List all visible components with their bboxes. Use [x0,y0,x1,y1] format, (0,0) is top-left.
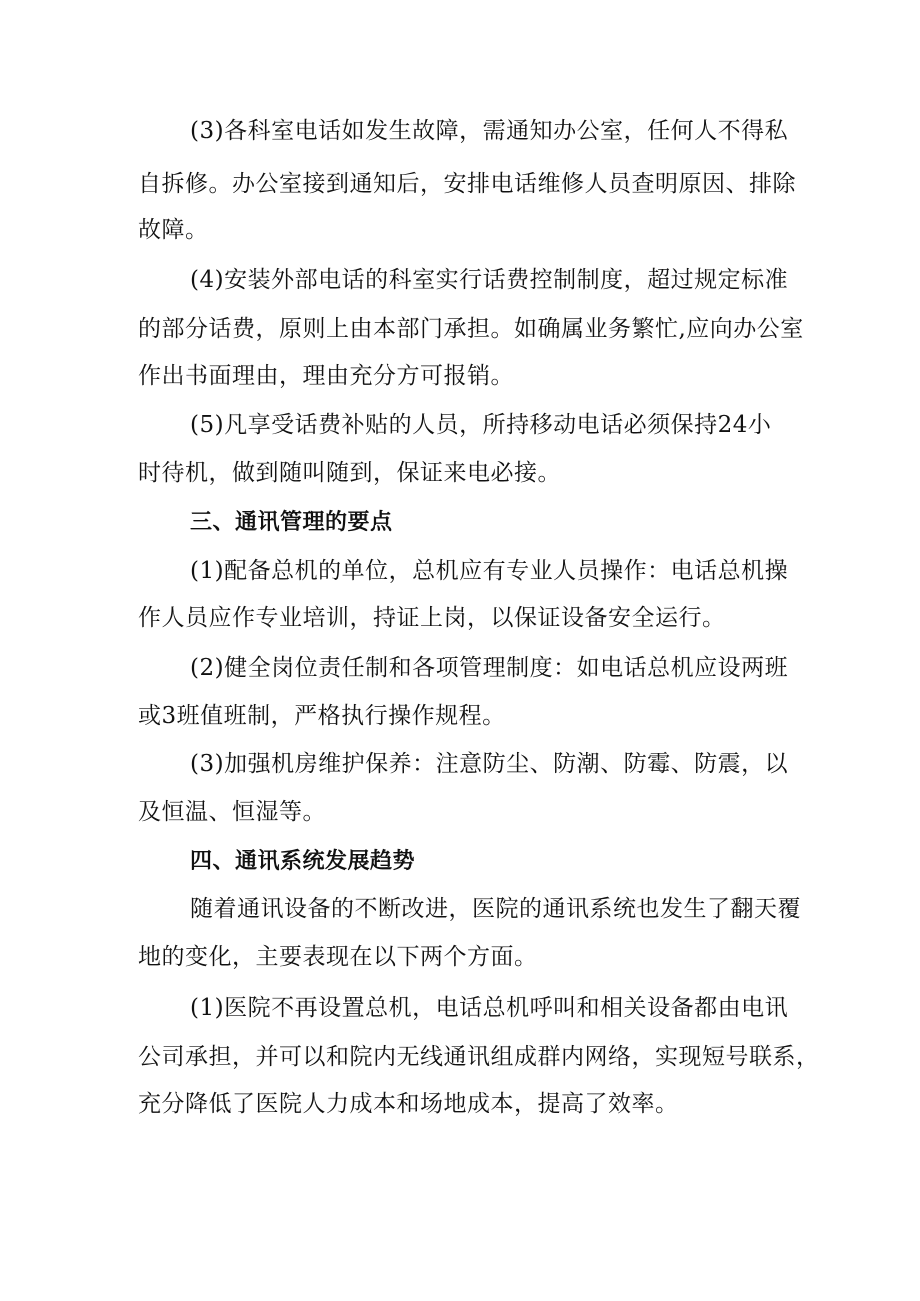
p3-phone-fault-line-3: 故障。 [138,217,209,243]
p1-no-switchboard-line-2: 公司承担，并可以和院内无线通讯组成群内网络，实现短号联系， [138,1044,820,1070]
section-heading-3: 三、通讯管理的要点 [190,510,393,535]
p3-machine-room-line-1: (3)加强机房维护保养：注意防尘、防潮、防霉、防震，以 [190,751,789,777]
p4-fee-control-line-3: 作出书面理由，理由充分方可报销。 [138,363,514,389]
p2-shift-system-line-2: 或3班值班制，严格执行操作规程。 [138,703,506,729]
p1-switchboard-staff-line-2: 作人员应作专业培训，持证上岗，以保证设备安全运行。 [138,605,726,631]
section-heading-4: 四、通讯系统发展趋势 [190,849,416,874]
p2-shift-system-line-1: (2)健全岗位责任制和各项管理制度：如电话总机应设两班 [190,655,789,681]
p1-switchboard-staff-line-1: (1)配备总机的单位，总机应有专业人员操作：电话总机操 [190,558,789,584]
p-intro-trend-line-1: 随着通讯设备的不断改进，医院的通讯系统也发生了翻天覆 [190,896,801,922]
p-intro-trend-line-2: 地的变化，主要表现在以下两个方面。 [138,944,538,970]
p4-fee-control-line-1: (4)安装外部电话的科室实行话费控制制度，超过规定标准 [190,267,789,293]
p1-no-switchboard-line-1: (1)医院不再设置总机，电话总机呼叫和相关设备都由电讯 [190,995,789,1021]
p5-subsidy-line-1: (5)凡享受话费补贴的人员，所持移动电话必须保持24小 [190,412,772,438]
p3-phone-fault-line-2: 自拆修。办公室接到通知后，安排电话维修人员查明原因、排除 [138,171,796,197]
p3-machine-room-line-2: 及恒温、恒湿等。 [138,799,326,825]
p3-phone-fault-line-1: (3)各科室电话如发生故障，需通知办公室，任何人不得私 [190,118,789,144]
p1-no-switchboard-line-3: 充分降低了医院人力成本和场地成本，提高了效率。 [138,1091,679,1117]
p5-subsidy-line-2: 时待机，做到随叫随到，保证来电必接。 [138,460,561,486]
p4-fee-control-line-2: 的部分话费，原则上由本部门承担。如确属业务繁忙,应向办公室 [138,316,804,342]
